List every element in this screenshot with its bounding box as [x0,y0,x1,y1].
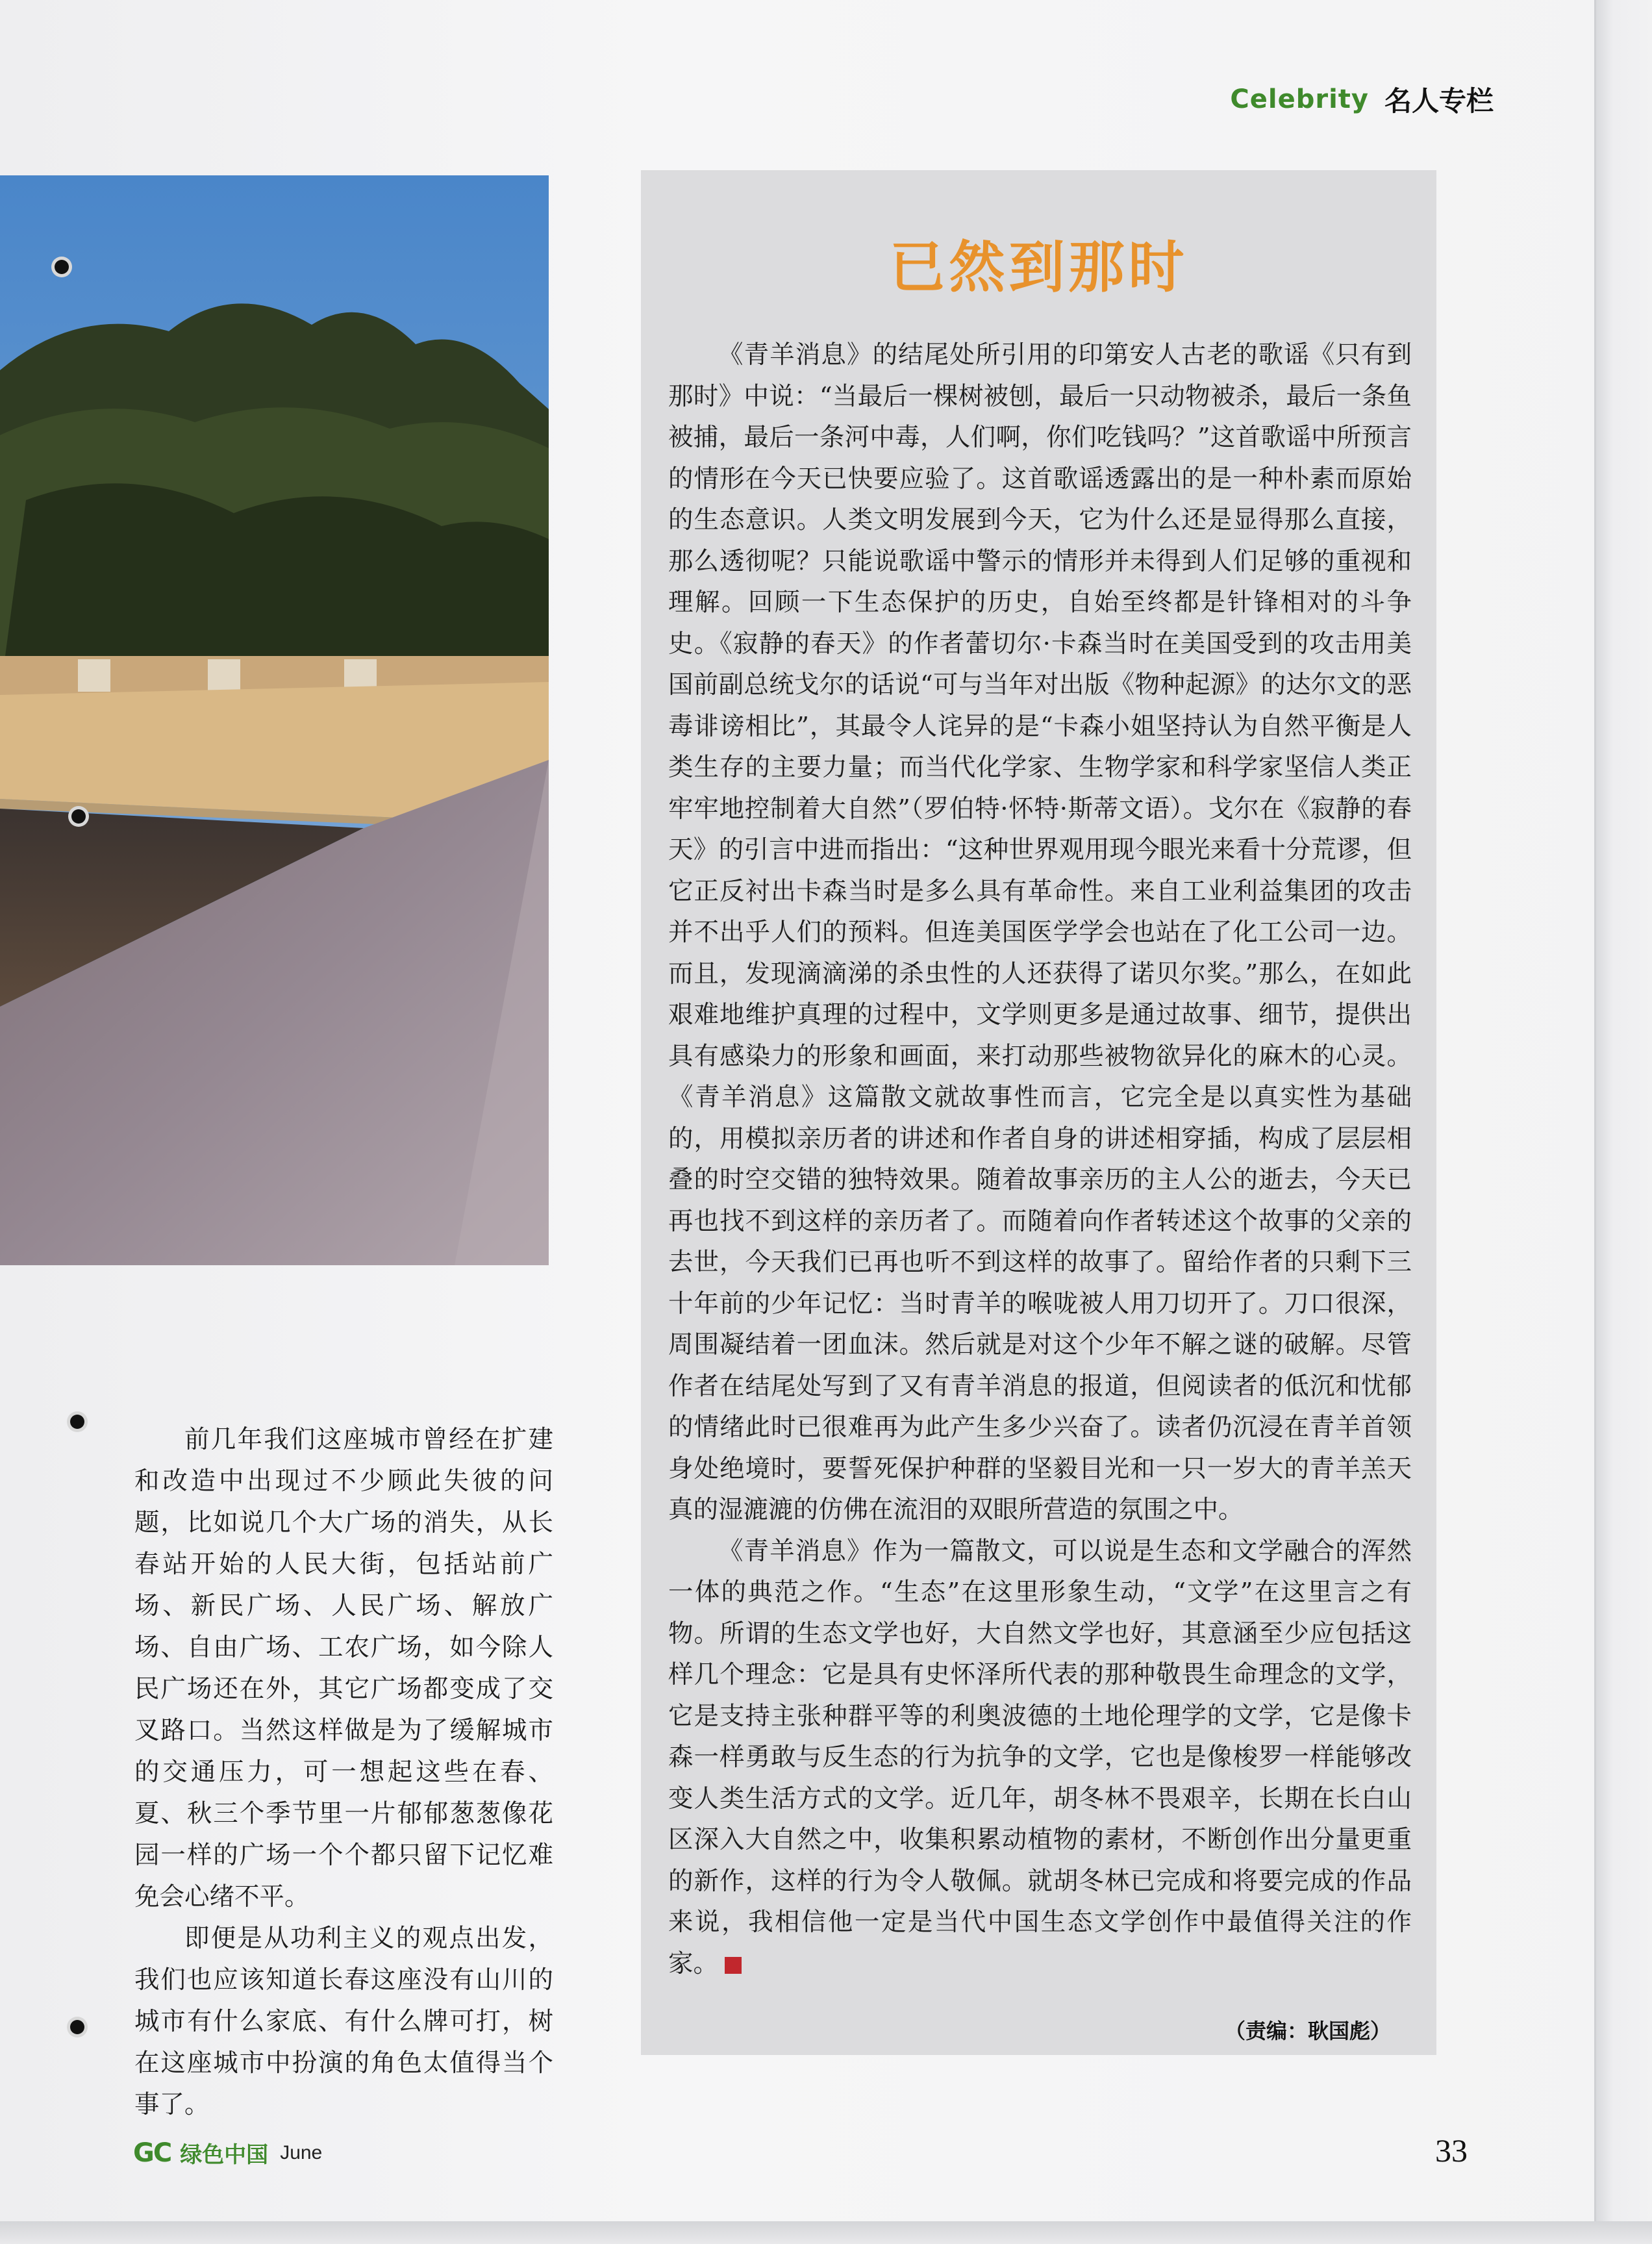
page-number: 33 [1435,2132,1468,2169]
left-paragraph: 前几年我们这座城市曾经在扩建和改造中出现过不少顾此失彼的问题，比如说几个大广场的消失，从长春站开始的人民大街，包括站前广场、新民广场、人民广场、解放广场、自由广场、工农广场，如今除人民广场还在外，其它广场都变成了交叉路口。当然这样做是为了缓解城市的交通压力，可一想起这些在春、夏、秋三个季节里一片郁郁葱葱像花园一样的广场一个个都只留下记忆难免会心绪不平。 [134,1425,553,1911]
binding-hole [71,809,86,824]
article-title: 已然到那时 [889,235,1188,300]
page-footer [133,2137,322,2169]
lakeside-photo [0,175,549,1265]
section-label-en: Celebrity [1230,84,1369,114]
binding-hole [70,1415,84,1429]
left-paragraph: 即便是从功利主义的观点出发，我们也应该知道长春这座没有山川的城市有什么家底、有什么牌可打，树在这座城市中扮演的角色太值得当个事了。 [134,1924,553,2119]
article-paragraph-text: 《青羊消息》作为一篇散文，可以说是生态和文学融合的浑然一体的典范之作。“生态”在这里形象生动，“文学”在这里言之有物。所谓的生态文学也好，大自然文学也好，其意涵至少应包括这样几个理念：它是具有史怀泽所代表的那种敬畏生命理念的文学，它是支持主张种群平等的利奥波德的土地伦理学的文学，它是像卡森一样勇敢与反生态的行为抗争的文学，它也是像梭罗一样能够改变人类生活方式的文学。近几年，胡冬林不畏艰辛，长期在长白山区深入大自然之中，收集积累动植物的素材，不断创作出分量更重的新作，这样的行为令人敬佩。就胡冬林已完成和将要完成的作品来说，我相信他一定是当代中国生态文学创作中最值得关注的作家。 [668,1536,1412,1978]
page-edge-right [1594,0,1652,2244]
section-header [1221,77,1494,122]
binding-hole [70,2020,84,2034]
article-paragraph: 《青羊消息》的结尾处所引用的印第安人古老的歌谣《只有到那时》中说：“当最后一棵树被刨，最后一只动物被杀，最后一条鱼被捕，最后一条河中毒，人们啊，你们吃钱吗？”这首歌谣中所预言的情形在今天已快要应验了。这首歌谣透露出的是一种朴素而原始的生态意识。人类文明发展到今天，它为什么还是显得那么直接，那么透彻呢？只能说歌谣中警示的情形并未得到人们足够的重视和理解。回顾一下生态保护的历史，自始至终都是针锋相对的斗争史。《寂静的春天》的作者蕾切尔·卡森当时在美国受到的攻击用美国前副总统戈尔的话说“可与当年对出版《物种起源》的达尔文的恶毒诽谤相比”，其最令人诧异的是“卡森小姐坚持认为自然平衡是人类生存的主要力量；而当代化学家、生物学家和科学家坚信人类正牢牢地控制着大自然”（罗伯特·怀特·斯蒂文语）。戈尔在《寂静的春天》的引言中进而指出：“这种世界观用现今眼光来看十分荒谬，但它正反衬出卡森当时是多么具有革命性。来自工业利益集团的攻击并不出乎人们的预料。但连美国医学学会也站在了化工公司一边。而且，发现滴滴涕的杀虫性的人还获得了诺贝尔奖。”那么，在如此艰难地维护真理的过程中，文学则更多是通过故事、细节，提供出具有感染力的形象和画面，来打动那些被物欲异化的麻木的心灵。《青羊消息》这篇散文就故事性而言，它完全是以真实性为基础的，用模拟亲历者的讲述和作者自身的讲述相穿插，构成了层层相叠的时空交错的独特效果。随着故事亲历的主人公的逝去，今天已再也找不到这样的亲历者了。而随着向作者转述这个故事的父亲的去世，今天我们已再也听不到这样的故事了。留给作者的只剩下三十年前的少年记忆：当时青羊的喉咙被人用刀切开了。刀口很深，周围凝结着一团血沫。然后就是对这个少年不解之谜的破解。尽管作者在结尾处写到了又有青羊消息的报道，但阅读者的低沉和忧郁的情绪此时已很难再为此产生多少兴奋了。读者仍沉浸在青羊首领身处绝境时，要誓死保护种群的坚毅目光和一只一岁大的青羊羔天真的湿漉漉的仿佛在流泪的双眼所营造的氛围之中。 [668,340,1412,1524]
page-edge-bottom [0,2221,1652,2244]
section-label-cn: 名人专栏 [1384,85,1494,117]
issue-month: June [280,2141,323,2163]
article-body [668,334,1412,1984]
binding-hole [55,260,69,274]
editor-credit: （责编：耿国彪） [1224,2019,1391,2043]
magazine-name: 绿色中国 [180,2142,269,2168]
article-paragraph [668,1531,1412,1985]
article-panel [641,170,1436,2055]
end-mark-icon [725,1957,742,1974]
left-column-text [134,1419,553,2126]
magazine-logo: GC [133,2137,171,2168]
